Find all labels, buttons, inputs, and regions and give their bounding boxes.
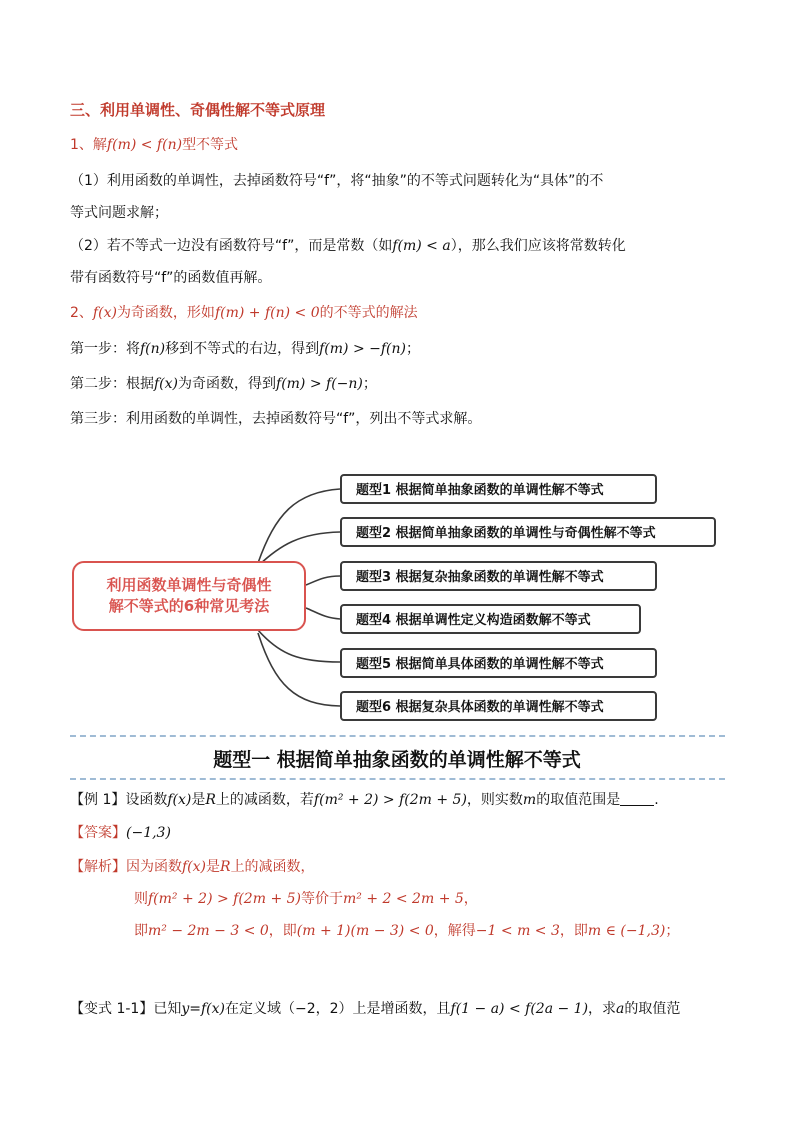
mindmap-item-1: 题型1 根据简单抽象函数的单调性解不等式 [340, 474, 657, 504]
mindmap-item-2: 题型2 根据简单抽象函数的单调性与奇偶性解不等式 [340, 517, 716, 547]
math-expr: m² + 2 < 2m + 5 [343, 891, 464, 907]
math-expr: R [205, 792, 216, 808]
math-expr: f(m) < a [392, 238, 451, 254]
section-heading: 三、利用单调性、奇偶性解不等式原理 [70, 101, 326, 119]
text: 等价于 [301, 891, 343, 907]
text: 2、 [70, 305, 93, 321]
text: 设函数 [125, 792, 168, 808]
text: 上的减函数，若 [215, 792, 314, 808]
analysis-label: 【解析】 [70, 859, 126, 875]
text: 移到不等式的右边，得到 [165, 341, 320, 357]
text: ； [665, 923, 680, 939]
text: ， [463, 891, 478, 907]
text: 是 [191, 792, 206, 808]
math-expr: a [616, 1001, 625, 1017]
text: ，则实数 [466, 792, 523, 808]
math-expr: m ∈ (−1,3) [587, 923, 666, 939]
text: 1、解 [70, 137, 107, 153]
mindmap-item-3: 题型3 根据复杂抽象函数的单调性解不等式 [340, 561, 657, 591]
mindmap-item-5: 题型5 根据简单具体函数的单调性解不等式 [340, 648, 657, 678]
mindmap-center [72, 561, 306, 631]
text: 的取值范围是 [536, 792, 621, 808]
example-1 [70, 790, 659, 810]
divider-top [70, 735, 725, 737]
variant-label: 【变式 1-1】 [70, 1001, 154, 1017]
math-expr: f(m) > f(−n) [276, 376, 363, 392]
math-expr: m² − 2m − 3 < 0 [148, 923, 269, 939]
mindmap-item-6: 题型6 根据复杂具体函数的单调性解不等式 [340, 691, 657, 721]
text: 为奇函数，形如 [116, 305, 215, 321]
section-title: 题型一 根据简单抽象函数的单调性解不等式 [213, 749, 581, 771]
math-expr: −1 < m < 3 [475, 923, 560, 939]
answer-value: (−1,3) [126, 825, 171, 841]
text: ，求 [588, 1001, 617, 1017]
math-expr: m [522, 792, 537, 808]
math-expr: f(m² + 2) > f(2m + 5) [148, 891, 301, 907]
math-expr: f(x) [154, 376, 179, 392]
text: ，即 [559, 923, 588, 939]
para-1-line-2: 等式问题求解； [70, 205, 168, 221]
answer-blank [620, 791, 654, 806]
math-expr: y=f(x) [181, 1001, 225, 1017]
math-expr: (m + 1)(m − 3) < 0 [296, 923, 434, 939]
divider-bottom [70, 778, 725, 780]
mindmap-item-4: 题型4 根据单调性定义构造函数解不等式 [340, 604, 641, 634]
math-expr: f(1 − a) < f(2a − 1) [450, 1001, 589, 1017]
text: . [654, 792, 659, 808]
variant-1-1 [70, 999, 680, 1019]
analysis-line-2 [134, 889, 478, 909]
step-3: 第三步：利用函数的单调性，去掉函数符号“f”，列出不等式求解。 [70, 411, 482, 427]
text: 的不等式的解法 [319, 305, 418, 321]
text: ，解得 [433, 923, 476, 939]
text: 是 [206, 859, 221, 875]
para-1-line-1: （1）利用函数的单调性，去掉函数符号“f”，将“抽象”的不等式问题转化为“具体”的不 [70, 173, 604, 189]
text: 型不等式 [182, 137, 239, 153]
text: ，即 [268, 923, 297, 939]
mindmap-center-line-2: 解不等式的6种常见考法 [108, 597, 270, 615]
text: 第二步：根据 [70, 376, 154, 392]
text: 上的减函数， [230, 859, 315, 875]
text: 为奇函数，得到 [178, 376, 277, 392]
example-label: 【例 1】 [70, 792, 126, 808]
text: 已知 [153, 1001, 182, 1017]
analysis-line-3 [134, 921, 679, 941]
text: 第一步：将 [70, 341, 140, 357]
math-expr: f(m) < f(n) [106, 137, 183, 153]
text: ； [362, 376, 377, 392]
math-expr: f(m) > −f(n) [319, 341, 406, 357]
mindmap-center-line-1: 利用函数单调性与奇偶性 [106, 576, 272, 594]
analysis-line-1 [70, 857, 315, 877]
text: ），那么我们应该将常数转化 [450, 238, 626, 254]
text: 的取值范 [624, 1001, 681, 1017]
math-expr: f(m² + 2) > f(2m + 5) [313, 792, 467, 808]
answer-label: 【答案】 [70, 825, 126, 841]
text: 在定义域（−2，2）上是增函数，且 [224, 1001, 451, 1017]
math-expr: f(m) + f(n) < 0 [214, 305, 320, 321]
para-2-line-2: 带有函数符号“f”的函数值再解。 [70, 270, 272, 286]
text: （2）若不等式一边没有函数符号“f”，而是常数（如 [70, 238, 393, 254]
answer [70, 823, 171, 843]
text: ； [406, 341, 420, 357]
text: 则 [134, 891, 148, 907]
math-expr: f(x) [92, 305, 117, 321]
math-expr: f(x) [167, 792, 192, 808]
math-expr: R [220, 859, 231, 875]
math-expr: f(x) [182, 859, 207, 875]
text: 即 [134, 923, 148, 939]
text: 因为函数 [126, 859, 182, 875]
math-expr: f(n) [140, 341, 166, 357]
